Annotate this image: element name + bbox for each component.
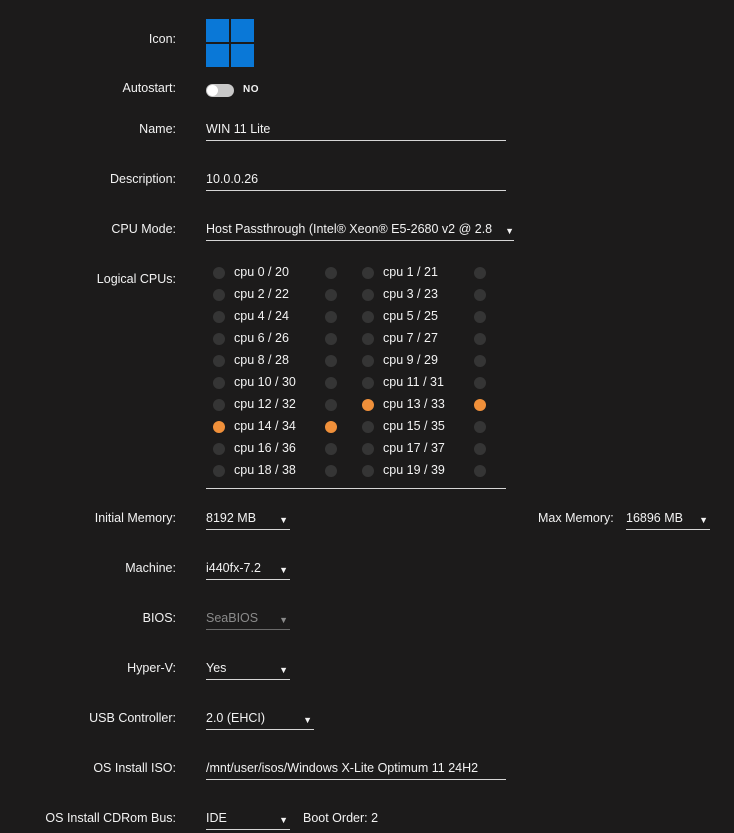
cpu-label: cpu 9 / 29 [383,353,438,367]
chevron-down-icon: ▼ [699,515,708,525]
cdrom-bus-label: OS Install CDRom Bus: [45,811,176,825]
windows-logo-pane [206,44,229,67]
cpu-thread-checkbox[interactable] [474,267,486,279]
initial-memory-label: Initial Memory: [94,511,176,525]
cpu-checkbox[interactable] [213,465,225,477]
max-memory-value: 16896 MB [626,511,683,525]
cpu-thread-checkbox[interactable] [474,377,486,389]
name-label: Name: [139,122,176,136]
hyperv-select[interactable] [206,659,290,680]
chevron-down-icon: ▼ [303,715,312,725]
cpu-thread-checkbox[interactable] [325,355,337,367]
max-memory-label: Max Memory: [538,511,614,525]
cpu-thread-checkbox[interactable] [474,311,486,323]
cpu-pair-row [206,350,506,372]
icon-label: Icon: [148,32,176,46]
cpu-label: cpu 2 / 22 [234,287,289,301]
cpu-thread-checkbox[interactable] [325,333,337,345]
machine-label: Machine: [125,561,176,575]
bios-select [206,609,290,630]
cpu-label: cpu 19 / 39 [383,463,445,477]
name-input[interactable] [206,120,506,141]
cpu-pair-row [206,306,506,328]
cpu-label: cpu 8 / 28 [234,353,289,367]
cpu-pair-row [206,460,506,482]
cpu-thread-checkbox[interactable] [325,311,337,323]
cpu-pair-row [206,284,506,306]
cpu-thread-checkbox[interactable] [325,421,337,433]
cpu-mode-label: CPU Mode: [111,222,176,236]
cpu-thread-checkbox[interactable] [474,421,486,433]
windows-logo-pane [206,19,229,42]
description-input-value: 10.0.0.26 [206,172,259,186]
cpu-label: cpu 7 / 27 [383,331,438,345]
cpu-checkbox[interactable] [213,421,225,433]
cpu-label: cpu 1 / 21 [383,265,438,279]
cpu-mode-select[interactable] [206,220,514,241]
cpu-thread-checkbox[interactable] [474,443,486,455]
cpu-pair-row [206,372,506,394]
usb-controller-label: USB Controller: [89,711,176,725]
cpu-checkbox[interactable] [362,399,374,411]
chevron-down-icon: ▼ [505,226,514,236]
cpu-label: cpu 11 / 31 [383,375,444,389]
cpu-thread-checkbox[interactable] [474,399,486,411]
cpu-checkbox[interactable] [213,267,225,279]
logical-cpus-label: Logical CPUs: [96,272,176,286]
cpu-checkbox[interactable] [362,311,374,323]
cpu-checkbox[interactable] [213,289,225,301]
cpu-thread-checkbox[interactable] [325,399,337,411]
name-input-value: WIN 11 Lite [206,122,271,136]
initial-memory-value: 8192 MB [206,511,257,525]
cpu-checkbox[interactable] [213,333,225,345]
logical-cpus-grid [206,262,506,489]
cpu-thread-checkbox[interactable] [474,289,486,301]
cpu-checkbox[interactable] [213,355,225,367]
hyperv-value: Yes [206,661,227,675]
cpu-checkbox[interactable] [362,355,374,367]
cpu-label: cpu 5 / 25 [383,309,438,323]
cpu-checkbox[interactable] [362,377,374,389]
os-install-iso-value: /mnt/user/isos/Windows X-Lite Optimum 11 24H2 [206,761,479,775]
machine-value: i440fx-7.2 [206,561,261,575]
chevron-down-icon: ▼ [279,615,288,625]
cpu-mode-value: Host Passthrough (Intel® Xeon® E5-2680 v2 @ 2.8 [206,222,493,236]
cpu-checkbox[interactable] [362,267,374,279]
cpu-thread-checkbox[interactable] [474,355,486,367]
cpu-label: cpu 17 / 37 [383,441,445,455]
cpu-thread-checkbox[interactable] [325,377,337,389]
windows-logo-icon[interactable] [206,19,254,67]
hyperv-label: Hyper-V: [127,661,176,675]
cpu-label: cpu 16 / 36 [234,441,296,455]
cdrom-bus-select[interactable] [206,809,290,830]
max-memory-select[interactable] [626,509,710,530]
boot-order-label: Boot Order: 2 [303,811,379,825]
autostart-toggle[interactable] [206,84,234,97]
cpu-thread-checkbox[interactable] [325,443,337,455]
autostart-label: Autostart: [122,81,176,95]
cpu-checkbox[interactable] [362,421,374,433]
chevron-down-icon: ▼ [279,565,288,575]
initial-memory-select[interactable] [206,509,290,530]
description-input[interactable] [206,170,506,191]
cpu-checkbox[interactable] [362,333,374,345]
description-label: Description: [110,172,176,186]
os-install-iso-label: OS Install ISO: [93,761,176,775]
chevron-down-icon: ▼ [279,515,288,525]
cpu-thread-checkbox[interactable] [325,289,337,301]
cpu-checkbox[interactable] [213,399,225,411]
cpu-label: cpu 4 / 24 [234,309,289,323]
cpu-pair-row [206,416,506,438]
cpu-label: cpu 12 / 32 [234,397,296,411]
cpu-thread-checkbox[interactable] [474,465,486,477]
usb-controller-select[interactable] [206,709,314,730]
cpu-label: cpu 18 / 38 [234,463,296,477]
cdrom-bus-value: IDE [206,811,227,825]
chevron-down-icon: ▼ [279,665,288,675]
cpu-checkbox[interactable] [213,311,225,323]
machine-select[interactable] [206,559,290,580]
windows-logo-pane [231,44,254,67]
autostart-value: NO [243,84,259,95]
cpu-label: cpu 10 / 30 [234,375,296,389]
os-install-iso-input[interactable] [206,759,506,780]
bios-label: BIOS: [142,611,176,625]
cpu-label: cpu 13 / 33 [383,397,445,411]
windows-logo-pane [231,19,254,42]
usb-controller-value: 2.0 (EHCI) [206,711,266,725]
cpu-thread-checkbox[interactable] [474,333,486,345]
cpu-pair-row [206,394,506,416]
cpu-label: cpu 15 / 35 [383,419,445,433]
cpu-thread-checkbox[interactable] [325,267,337,279]
cpu-checkbox[interactable] [213,443,225,455]
cpu-checkbox[interactable] [362,289,374,301]
cpu-checkbox[interactable] [362,465,374,477]
cpu-label: cpu 14 / 34 [234,419,296,433]
chevron-down-icon: ▼ [279,815,288,825]
cpu-thread-checkbox[interactable] [325,465,337,477]
cpu-pair-row [206,262,506,284]
cpu-label: cpu 6 / 26 [234,331,289,345]
bios-value: SeaBIOS [206,611,259,625]
cpu-checkbox[interactable] [362,443,374,455]
cpu-label: cpu 3 / 23 [383,287,438,301]
cpu-pair-row [206,328,506,350]
cpu-pair-row [206,438,506,460]
cpu-label: cpu 0 / 20 [234,265,289,279]
toggle-knob [207,85,218,96]
cpu-checkbox[interactable] [213,377,225,389]
